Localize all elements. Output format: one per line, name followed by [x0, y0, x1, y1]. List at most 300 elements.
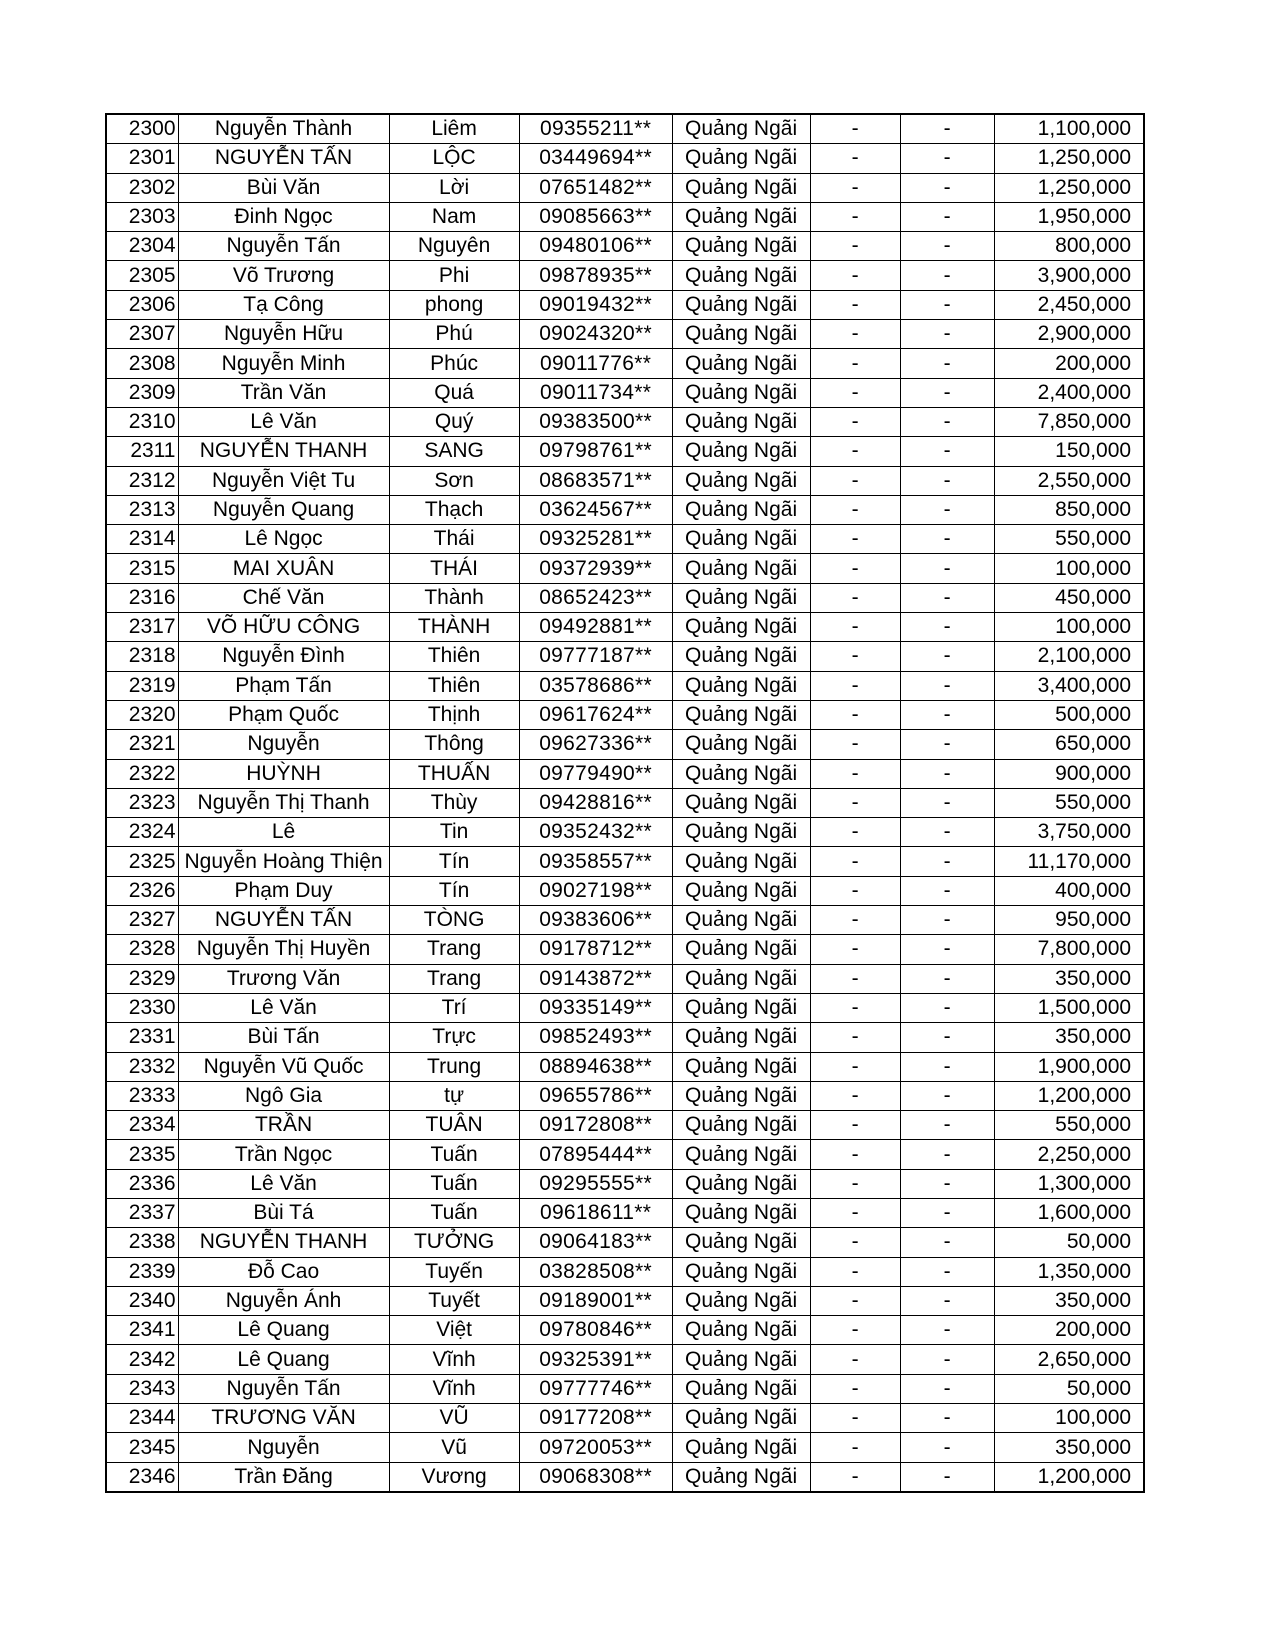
province-cell: Quảng Ngãi: [672, 1140, 810, 1169]
row-number-cell: 2341: [106, 1316, 178, 1345]
row-number-cell: 2303: [106, 202, 178, 231]
province-cell: Quảng Ngãi: [672, 730, 810, 759]
dash-column-1-cell: -: [810, 320, 900, 349]
dash-column-2-cell: -: [900, 1228, 994, 1257]
table-row: [106, 1404, 1144, 1433]
given-name-cell: Trí: [389, 993, 519, 1022]
phone-number-cell: 08894638**: [519, 1052, 672, 1081]
dash-column-1-cell: -: [810, 847, 900, 876]
table-row: [106, 466, 1144, 495]
table-row: [106, 202, 1144, 231]
given-name-cell: Thái: [389, 525, 519, 554]
amount-cell: 1,250,000: [994, 144, 1144, 173]
row-number-cell: 2333: [106, 1081, 178, 1110]
row-number-cell: 2338: [106, 1228, 178, 1257]
province-cell: Quảng Ngãi: [672, 1023, 810, 1052]
given-name-cell: Việt: [389, 1316, 519, 1345]
dash-column-1-cell: -: [810, 1257, 900, 1286]
dash-column-2-cell: -: [900, 173, 994, 202]
phone-number-cell: 09189001**: [519, 1286, 672, 1315]
phone-number-cell: 09777187**: [519, 642, 672, 671]
dash-column-2-cell: -: [900, 993, 994, 1022]
table-row: [106, 232, 1144, 261]
province-cell: Quảng Ngãi: [672, 173, 810, 202]
amount-cell: 650,000: [994, 730, 1144, 759]
dash-column-1-cell: -: [810, 1111, 900, 1140]
given-name-cell: THÀNH: [389, 613, 519, 642]
phone-number-cell: 09372939**: [519, 554, 672, 583]
family-name-cell: Nguyễn Thị Thanh: [178, 788, 389, 817]
province-cell: Quảng Ngãi: [672, 964, 810, 993]
given-name-cell: Vũ: [389, 1433, 519, 1462]
dash-column-2-cell: -: [900, 1169, 994, 1198]
family-name-cell: NGUYỄN TẤN: [178, 906, 389, 935]
family-name-cell: Trần Ngọc: [178, 1140, 389, 1169]
dash-column-1-cell: -: [810, 1316, 900, 1345]
amount-cell: 950,000: [994, 906, 1144, 935]
dash-column-1-cell: -: [810, 1345, 900, 1374]
phone-number-cell: 09178712**: [519, 935, 672, 964]
family-name-cell: NGUYỄN THANH: [178, 437, 389, 466]
family-name-cell: Nguyễn Quang: [178, 495, 389, 524]
family-name-cell: Nguyễn Tấn: [178, 232, 389, 261]
amount-cell: 7,850,000: [994, 407, 1144, 436]
given-name-cell: Tín: [389, 876, 519, 905]
row-number-cell: 2307: [106, 320, 178, 349]
family-name-cell: Nguyễn Hoàng Thiện: [178, 847, 389, 876]
dash-column-1-cell: -: [810, 1023, 900, 1052]
amount-cell: 1,350,000: [994, 1257, 1144, 1286]
family-name-cell: NGUYỄN THANH: [178, 1228, 389, 1257]
table-row: [106, 759, 1144, 788]
row-number-cell: 2309: [106, 378, 178, 407]
province-cell: Quảng Ngãi: [672, 495, 810, 524]
dash-column-2-cell: -: [900, 1081, 994, 1110]
dash-column-2-cell: -: [900, 642, 994, 671]
given-name-cell: Phi: [389, 261, 519, 290]
dash-column-2-cell: -: [900, 349, 994, 378]
province-cell: Quảng Ngãi: [672, 1462, 810, 1492]
amount-cell: 900,000: [994, 759, 1144, 788]
dash-column-2-cell: -: [900, 935, 994, 964]
dash-column-2-cell: -: [900, 788, 994, 817]
dash-column-2-cell: -: [900, 407, 994, 436]
table-row: [106, 964, 1144, 993]
province-cell: Quảng Ngãi: [672, 1404, 810, 1433]
row-number-cell: 2336: [106, 1169, 178, 1198]
province-cell: Quảng Ngãi: [672, 1111, 810, 1140]
family-name-cell: Phạm Tấn: [178, 671, 389, 700]
table-row: [106, 1111, 1144, 1140]
row-number-cell: 2305: [106, 261, 178, 290]
table-row: [106, 1228, 1144, 1257]
family-name-cell: Trương Văn: [178, 964, 389, 993]
table-row: [106, 1052, 1144, 1081]
row-number-cell: 2313: [106, 495, 178, 524]
dash-column-1-cell: -: [810, 378, 900, 407]
table-row: [106, 818, 1144, 847]
province-cell: Quảng Ngãi: [672, 759, 810, 788]
family-name-cell: Nguyễn Thành: [178, 114, 389, 144]
row-number-cell: 2342: [106, 1345, 178, 1374]
amount-cell: 500,000: [994, 700, 1144, 729]
row-number-cell: 2327: [106, 906, 178, 935]
dash-column-1-cell: -: [810, 232, 900, 261]
dash-column-1-cell: -: [810, 290, 900, 319]
family-name-cell: Lê Quang: [178, 1316, 389, 1345]
amount-cell: 1,300,000: [994, 1169, 1144, 1198]
given-name-cell: TÒNG: [389, 906, 519, 935]
province-cell: Quảng Ngãi: [672, 378, 810, 407]
family-name-cell: Đỗ Cao: [178, 1257, 389, 1286]
phone-number-cell: 09655786**: [519, 1081, 672, 1110]
given-name-cell: Nam: [389, 202, 519, 231]
table-row: [106, 290, 1144, 319]
family-name-cell: Nguyễn Minh: [178, 349, 389, 378]
family-name-cell: Trần Văn: [178, 378, 389, 407]
family-name-cell: Võ Trương: [178, 261, 389, 290]
province-cell: Quảng Ngãi: [672, 700, 810, 729]
family-name-cell: Nguyễn Vũ Quốc: [178, 1052, 389, 1081]
row-number-cell: 2328: [106, 935, 178, 964]
dash-column-2-cell: -: [900, 554, 994, 583]
dash-column-2-cell: -: [900, 847, 994, 876]
row-number-cell: 2311: [106, 437, 178, 466]
given-name-cell: TƯỞNG: [389, 1228, 519, 1257]
given-name-cell: Thông: [389, 730, 519, 759]
row-number-cell: 2329: [106, 964, 178, 993]
dash-column-2-cell: -: [900, 700, 994, 729]
province-cell: Quảng Ngãi: [672, 407, 810, 436]
table-row: [106, 437, 1144, 466]
dash-column-2-cell: -: [900, 876, 994, 905]
dash-column-1-cell: -: [810, 788, 900, 817]
family-name-cell: TRƯƠNG VĂN: [178, 1404, 389, 1433]
family-name-cell: MAI XUÂN: [178, 554, 389, 583]
amount-cell: 550,000: [994, 1111, 1144, 1140]
row-number-cell: 2302: [106, 173, 178, 202]
province-cell: Quảng Ngãi: [672, 876, 810, 905]
given-name-cell: Tuấn: [389, 1198, 519, 1227]
row-number-cell: 2340: [106, 1286, 178, 1315]
amount-cell: 1,200,000: [994, 1462, 1144, 1492]
family-name-cell: Lê Quang: [178, 1345, 389, 1374]
dash-column-2-cell: -: [900, 1111, 994, 1140]
dash-column-2-cell: -: [900, 1286, 994, 1315]
dash-column-2-cell: -: [900, 232, 994, 261]
phone-number-cell: 03449694**: [519, 144, 672, 173]
dash-column-1-cell: -: [810, 466, 900, 495]
given-name-cell: Tuấn: [389, 1140, 519, 1169]
amount-cell: 450,000: [994, 583, 1144, 612]
family-name-cell: Nguyễn Việt Tu: [178, 466, 389, 495]
row-number-cell: 2304: [106, 232, 178, 261]
given-name-cell: LỘC: [389, 144, 519, 173]
family-name-cell: Nguyễn Ánh: [178, 1286, 389, 1315]
province-cell: Quảng Ngãi: [672, 1433, 810, 1462]
table-row: [106, 173, 1144, 202]
given-name-cell: Quý: [389, 407, 519, 436]
row-number-cell: 2316: [106, 583, 178, 612]
row-number-cell: 2300: [106, 114, 178, 144]
table-row: [106, 1081, 1144, 1110]
amount-cell: 3,750,000: [994, 818, 1144, 847]
table-row: [106, 349, 1144, 378]
dash-column-2-cell: -: [900, 730, 994, 759]
amount-cell: 1,500,000: [994, 993, 1144, 1022]
province-cell: Quảng Ngãi: [672, 613, 810, 642]
phone-number-cell: 09085663**: [519, 202, 672, 231]
phone-number-cell: 09480106**: [519, 232, 672, 261]
dash-column-2-cell: -: [900, 290, 994, 319]
table-row: [106, 1316, 1144, 1345]
dash-column-1-cell: -: [810, 173, 900, 202]
phone-number-cell: 09492881**: [519, 613, 672, 642]
family-name-cell: Bùi Tá: [178, 1198, 389, 1227]
amount-cell: 1,200,000: [994, 1081, 1144, 1110]
province-cell: Quảng Ngãi: [672, 818, 810, 847]
province-cell: Quảng Ngãi: [672, 1257, 810, 1286]
family-name-cell: Lê Văn: [178, 407, 389, 436]
row-number-cell: 2343: [106, 1374, 178, 1403]
dash-column-2-cell: -: [900, 1345, 994, 1374]
table-row: [106, 993, 1144, 1022]
table-row: [106, 378, 1144, 407]
dash-column-1-cell: -: [810, 993, 900, 1022]
dash-column-1-cell: -: [810, 407, 900, 436]
phone-number-cell: 09011734**: [519, 378, 672, 407]
row-number-cell: 2312: [106, 466, 178, 495]
row-number-cell: 2323: [106, 788, 178, 817]
province-cell: Quảng Ngãi: [672, 437, 810, 466]
province-cell: Quảng Ngãi: [672, 1286, 810, 1315]
phone-number-cell: 09798761**: [519, 437, 672, 466]
row-number-cell: 2301: [106, 144, 178, 173]
given-name-cell: Tuấn: [389, 1169, 519, 1198]
province-cell: Quảng Ngãi: [672, 1198, 810, 1227]
province-cell: Quảng Ngãi: [672, 525, 810, 554]
dash-column-2-cell: -: [900, 378, 994, 407]
dash-column-1-cell: -: [810, 613, 900, 642]
phone-number-cell: 09335149**: [519, 993, 672, 1022]
given-name-cell: THUẤN: [389, 759, 519, 788]
family-name-cell: Đinh Ngọc: [178, 202, 389, 231]
dash-column-2-cell: -: [900, 1198, 994, 1227]
given-name-cell: Quá: [389, 378, 519, 407]
table-row: [106, 906, 1144, 935]
phone-number-cell: 09325391**: [519, 1345, 672, 1374]
row-number-cell: 2308: [106, 349, 178, 378]
amount-cell: 850,000: [994, 495, 1144, 524]
province-cell: Quảng Ngãi: [672, 290, 810, 319]
amount-cell: 3,900,000: [994, 261, 1144, 290]
table-row: [106, 1198, 1144, 1227]
family-name-cell: Chế Văn: [178, 583, 389, 612]
table-row: [106, 261, 1144, 290]
amount-cell: 800,000: [994, 232, 1144, 261]
amount-cell: 2,400,000: [994, 378, 1144, 407]
family-name-cell: Trần Đăng: [178, 1462, 389, 1492]
table-row: [106, 1374, 1144, 1403]
amount-cell: 350,000: [994, 1023, 1144, 1052]
row-number-cell: 2314: [106, 525, 178, 554]
dash-column-2-cell: -: [900, 495, 994, 524]
given-name-cell: Tuyến: [389, 1257, 519, 1286]
given-name-cell: Lời: [389, 173, 519, 202]
amount-cell: 2,650,000: [994, 1345, 1144, 1374]
table-row: [106, 671, 1144, 700]
phone-number-cell: 09383500**: [519, 407, 672, 436]
amount-cell: 350,000: [994, 964, 1144, 993]
province-cell: Quảng Ngãi: [672, 554, 810, 583]
table-row: [106, 935, 1144, 964]
table-row: [106, 700, 1144, 729]
phone-number-cell: 09172808**: [519, 1111, 672, 1140]
phone-number-cell: 09177208**: [519, 1404, 672, 1433]
family-name-cell: Nguyễn: [178, 1433, 389, 1462]
phone-number-cell: 03828508**: [519, 1257, 672, 1286]
given-name-cell: phong: [389, 290, 519, 319]
phone-number-cell: 09720053**: [519, 1433, 672, 1462]
province-cell: Quảng Ngãi: [672, 261, 810, 290]
given-name-cell: Thiên: [389, 642, 519, 671]
given-name-cell: Nguyên: [389, 232, 519, 261]
phone-number-cell: 09011776**: [519, 349, 672, 378]
phone-number-cell: 09383606**: [519, 906, 672, 935]
dash-column-1-cell: -: [810, 349, 900, 378]
dash-column-2-cell: -: [900, 1023, 994, 1052]
family-name-cell: NGUYỄN TẤN: [178, 144, 389, 173]
dash-column-2-cell: -: [900, 583, 994, 612]
amount-cell: 100,000: [994, 613, 1144, 642]
family-name-cell: HUỲNH: [178, 759, 389, 788]
table-row: [106, 730, 1144, 759]
given-name-cell: Trung: [389, 1052, 519, 1081]
row-number-cell: 2317: [106, 613, 178, 642]
table-row: [106, 642, 1144, 671]
dash-column-1-cell: -: [810, 671, 900, 700]
family-name-cell: Phạm Duy: [178, 876, 389, 905]
dash-column-1-cell: -: [810, 583, 900, 612]
phone-number-cell: 09027198**: [519, 876, 672, 905]
dash-column-2-cell: -: [900, 1316, 994, 1345]
table-row: [106, 788, 1144, 817]
given-name-cell: Phúc: [389, 349, 519, 378]
dash-column-1-cell: -: [810, 1286, 900, 1315]
province-cell: Quảng Ngãi: [672, 1052, 810, 1081]
family-name-cell: Lê Văn: [178, 993, 389, 1022]
amount-cell: 2,900,000: [994, 320, 1144, 349]
amount-cell: 400,000: [994, 876, 1144, 905]
amount-cell: 2,250,000: [994, 1140, 1144, 1169]
given-name-cell: Phú: [389, 320, 519, 349]
row-number-cell: 2310: [106, 407, 178, 436]
dash-column-2-cell: -: [900, 1052, 994, 1081]
table-row: [106, 144, 1144, 173]
dash-column-1-cell: -: [810, 1052, 900, 1081]
phone-number-cell: 09143872**: [519, 964, 672, 993]
phone-number-cell: 09068308**: [519, 1462, 672, 1492]
dash-column-2-cell: -: [900, 1140, 994, 1169]
dash-column-1-cell: -: [810, 964, 900, 993]
phone-number-cell: 09618611**: [519, 1198, 672, 1227]
phone-number-cell: 09024320**: [519, 320, 672, 349]
given-name-cell: THÁI: [389, 554, 519, 583]
table-row: [106, 1169, 1144, 1198]
row-number-cell: 2325: [106, 847, 178, 876]
given-name-cell: Thiên: [389, 671, 519, 700]
amount-cell: 1,100,000: [994, 114, 1144, 144]
dash-column-1-cell: -: [810, 818, 900, 847]
table-row: [106, 495, 1144, 524]
dash-column-2-cell: -: [900, 114, 994, 144]
phone-number-cell: 09777746**: [519, 1374, 672, 1403]
family-name-cell: Bùi Văn: [178, 173, 389, 202]
dash-column-1-cell: -: [810, 935, 900, 964]
dash-column-1-cell: -: [810, 437, 900, 466]
given-name-cell: Thành: [389, 583, 519, 612]
province-cell: Quảng Ngãi: [672, 642, 810, 671]
phone-number-cell: 09617624**: [519, 700, 672, 729]
amount-cell: 1,900,000: [994, 1052, 1144, 1081]
given-name-cell: Tín: [389, 847, 519, 876]
given-name-cell: Vĩnh: [389, 1374, 519, 1403]
table-row: [106, 1140, 1144, 1169]
dash-column-1-cell: -: [810, 759, 900, 788]
dash-column-1-cell: -: [810, 700, 900, 729]
amount-cell: 3,400,000: [994, 671, 1144, 700]
given-name-cell: Tin: [389, 818, 519, 847]
given-name-cell: Trực: [389, 1023, 519, 1052]
dash-column-2-cell: -: [900, 437, 994, 466]
row-number-cell: 2322: [106, 759, 178, 788]
family-name-cell: TRẦN: [178, 1111, 389, 1140]
family-name-cell: Nguyễn Hữu: [178, 320, 389, 349]
province-cell: Quảng Ngãi: [672, 1228, 810, 1257]
row-number-cell: 2332: [106, 1052, 178, 1081]
table-row: [106, 1433, 1144, 1462]
row-number-cell: 2335: [106, 1140, 178, 1169]
given-name-cell: Thùy: [389, 788, 519, 817]
phone-number-cell: 09627336**: [519, 730, 672, 759]
row-number-cell: 2339: [106, 1257, 178, 1286]
dash-column-1-cell: -: [810, 1198, 900, 1227]
given-name-cell: SANG: [389, 437, 519, 466]
dash-column-1-cell: -: [810, 495, 900, 524]
family-name-cell: Nguyễn Đình: [178, 642, 389, 671]
province-cell: Quảng Ngãi: [672, 202, 810, 231]
given-name-cell: Trang: [389, 964, 519, 993]
amount-cell: 1,250,000: [994, 173, 1144, 202]
dash-column-1-cell: -: [810, 1404, 900, 1433]
province-cell: Quảng Ngãi: [672, 1081, 810, 1110]
province-cell: Quảng Ngãi: [672, 144, 810, 173]
dash-column-1-cell: -: [810, 1081, 900, 1110]
dash-column-2-cell: -: [900, 906, 994, 935]
family-name-cell: Bùi Tấn: [178, 1023, 389, 1052]
given-name-cell: TUÂN: [389, 1111, 519, 1140]
amount-cell: 11,170,000: [994, 847, 1144, 876]
dash-column-2-cell: -: [900, 1433, 994, 1462]
row-number-cell: 2331: [106, 1023, 178, 1052]
row-number-cell: 2320: [106, 700, 178, 729]
dash-column-1-cell: -: [810, 642, 900, 671]
table-row: [106, 876, 1144, 905]
province-cell: Quảng Ngãi: [672, 847, 810, 876]
dash-column-1-cell: -: [810, 730, 900, 759]
phone-number-cell: 09358557**: [519, 847, 672, 876]
table-row: [106, 583, 1144, 612]
